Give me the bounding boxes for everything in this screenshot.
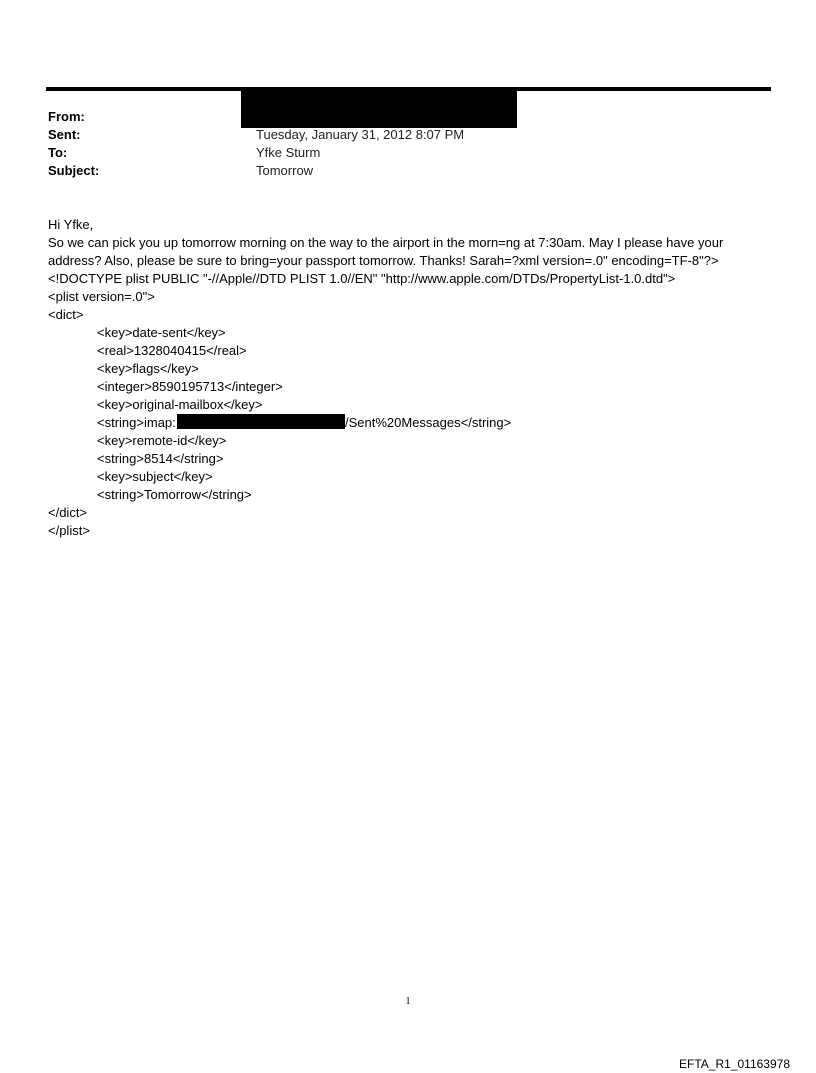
mailbox-suffix: /Sent%20Messages</string> [345,415,512,430]
plist-line: <string>imap: [97,415,176,430]
dict-open-line: <dict> [48,307,84,322]
body-paragraph: So we can pick you up tomorrow morning on the way to the airport in the morn=ng at 7:30am. May I please have your address? Also, please be sure to bring=your passport tomorrow. Thanks! Sarah=?xml version=.0" encoding=TF-8"?> [48,235,724,268]
plist-line: <key>flags</key> [97,361,199,376]
redaction-mailbox [177,414,345,429]
plist-close-line: </plist> [48,523,90,538]
to-value: Yfke Sturm [256,145,321,160]
plist-line: <key>date-sent</key> [97,325,226,340]
plist-line: <integer>8590195713</integer> [97,379,283,394]
subject-value: Tomorrow [256,163,314,178]
sent-label: Sent: [48,127,81,142]
subject-label: Subject: [48,163,100,178]
plist-line: <key>subject</key> [97,469,213,484]
page-number: 1 [405,996,411,1007]
plist-line: <real>1328040415</real> [97,343,247,358]
plist-line: <string>Tomorrow</string> [97,487,252,502]
plist-line: <string>8514</string> [97,451,224,466]
plist-line: <key>remote-id</key> [97,433,227,448]
from-label: From: [48,109,85,124]
dict-close-line: </dict> [48,505,88,520]
doctype-line: <!DOCTYPE plist PUBLIC "-//Apple//DTD PLIST 1.0//EN" "http://www.apple.com/DTDs/PropertyList-1.0.dtd"> [48,271,676,286]
sent-value: Tuesday, January 31, 2012 8:07 PM [256,127,465,142]
document-id: EFTA_R1_01163978 [679,1057,790,1071]
plist-line: <key>original-mailbox</key> [97,397,263,412]
redaction-from [241,91,517,128]
to-label: To: [48,145,68,160]
plist-open-line: <plist version=.0"> [48,289,155,304]
greeting: Hi Yfke, [48,217,94,232]
